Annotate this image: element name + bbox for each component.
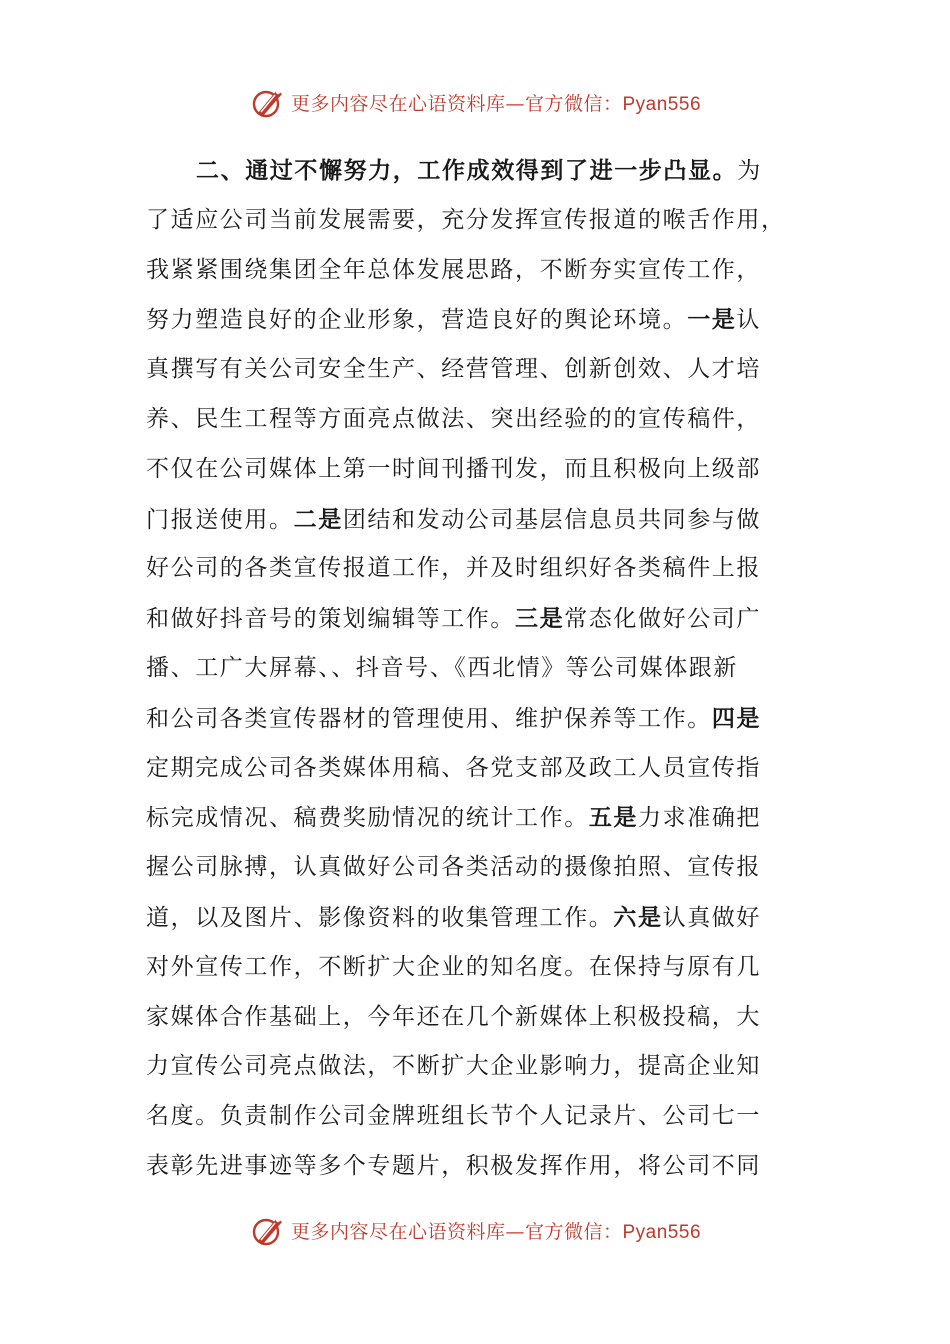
paragraph-line: [146, 544, 786, 594]
paragraph-line: [146, 1092, 786, 1142]
text-run: 认: [736, 307, 762, 334]
paragraph-line: [146, 246, 786, 296]
text-run: 不仅在公司媒体上第一时间刊播刊发，而且积极向上级部: [146, 455, 761, 482]
paragraph-line: [146, 993, 786, 1043]
watermark-banner-top: [0, 82, 950, 122]
bold-phrase: 一是: [687, 306, 737, 334]
bold-phrase: 四是: [711, 704, 762, 732]
text-run: 道，以及图片、影像资料的收集管理工作。: [146, 904, 614, 931]
watermark-title: 更多内容尽在心语资料库: [290, 1220, 506, 1243]
paragraph-line: [146, 1042, 786, 1092]
text-run: 常态化做好公司广: [564, 606, 762, 633]
paragraph-line: [146, 943, 786, 993]
text-run: 我紧紧围绕集团全年总体发展思路，不断夯实宣传工作，: [146, 256, 761, 283]
paragraph-line: [146, 495, 786, 545]
text-run: 门报送使用。: [146, 506, 294, 533]
text-run: 认真做好: [662, 904, 762, 931]
watermark-title: 更多内容尽在心语资料库: [290, 92, 506, 115]
watermark-label: 官方微信：: [524, 92, 623, 115]
text-run: 标完成情况、稿费奖励情况的统计工作。: [146, 805, 589, 832]
paragraph-line: [146, 843, 786, 893]
text-run: 和公司各类宣传器材的管理使用、维护保养等工作。: [146, 705, 712, 732]
watermark-separator: —: [505, 1220, 525, 1243]
bold-phrase: 五是: [588, 804, 639, 832]
bold-phrase: 二是: [293, 505, 343, 533]
paragraph-line: [146, 295, 786, 345]
watermark-text: [291, 1217, 701, 1244]
text-run: 好公司的各类宣传报道工作，并及时组织好各类稿件上报: [146, 555, 761, 582]
bold-phrase: 二、通过不懈努力，工作成效得到了进一步凸显。: [196, 157, 738, 184]
paragraph-line: [146, 694, 786, 744]
paragraph-line: [146, 146, 786, 196]
watermark-id: Pyan556: [622, 1221, 702, 1243]
document-body: [146, 146, 786, 1192]
watermark-separator: —: [505, 92, 525, 115]
text-run: 真撰写有关公司安全生产、经营管理、创新创效、人才培: [146, 356, 761, 383]
paragraph-line: [146, 793, 786, 843]
pen-nib-circle-icon: [249, 1211, 287, 1249]
paragraph-line: [146, 445, 786, 495]
watermark-banner-bottom: [0, 1210, 950, 1250]
text-run: 团结和发动公司基层信息员共同参与做: [342, 506, 762, 533]
pen-nib-circle-icon: [249, 83, 287, 121]
paragraph-line: [146, 196, 786, 246]
text-run: 定期完成公司各类媒体用稿、各党支部及政工人员宣传指: [146, 754, 761, 781]
paragraph-line: [146, 744, 786, 794]
text-run: 为: [737, 158, 762, 184]
paragraph-line: [146, 644, 786, 694]
text-run: 握公司脉搏，认真做好公司各类活动的摄像拍照、宣传报: [146, 854, 761, 881]
watermark-id: Pyan556: [622, 93, 702, 115]
text-run: 名度。负责制作公司金牌班组长节个人记录片、公司七一: [146, 1103, 761, 1130]
text-run: 和做好抖音号的策划编辑等工作。: [146, 606, 515, 633]
paragraph-line: [146, 594, 786, 644]
paragraph-line: [146, 395, 786, 445]
text-run: 力宣传公司亮点做法，不断扩大企业影响力，提高企业知: [146, 1053, 761, 1080]
text-run: 了适应公司当前发展需要，充分发挥宣传报道的喉舌作用，: [146, 206, 786, 233]
text-run: 养、民生工程等方面亮点做法、突出经验的的宣传稿件，: [146, 405, 761, 432]
text-run: 努力塑造良好的企业形象，营造良好的舆论环境。: [146, 307, 688, 334]
text-run: 表彰先进事迹等多个专题片，积极发挥作用，将公司不同: [146, 1152, 761, 1179]
paragraph-line: [146, 893, 786, 943]
text-run: 播、工广大屏幕、、抖音号、《西北情》等公司媒体跟新: [146, 654, 738, 681]
text-run: 力求准确把: [638, 805, 762, 832]
watermark-text: [291, 89, 701, 116]
text-run: 对外宣传工作，不断扩大企业的知名度。在保持与原有几: [146, 953, 761, 980]
watermark-label: 官方微信：: [524, 1220, 623, 1243]
bold-phrase: 六是: [613, 903, 663, 931]
text-run: 家媒体合作基础上，今年还在几个新媒体上积极投稿，大: [146, 1003, 761, 1030]
paragraph-line: [146, 345, 786, 395]
bold-phrase: 三是: [515, 605, 565, 633]
paragraph-line: [146, 1142, 786, 1192]
